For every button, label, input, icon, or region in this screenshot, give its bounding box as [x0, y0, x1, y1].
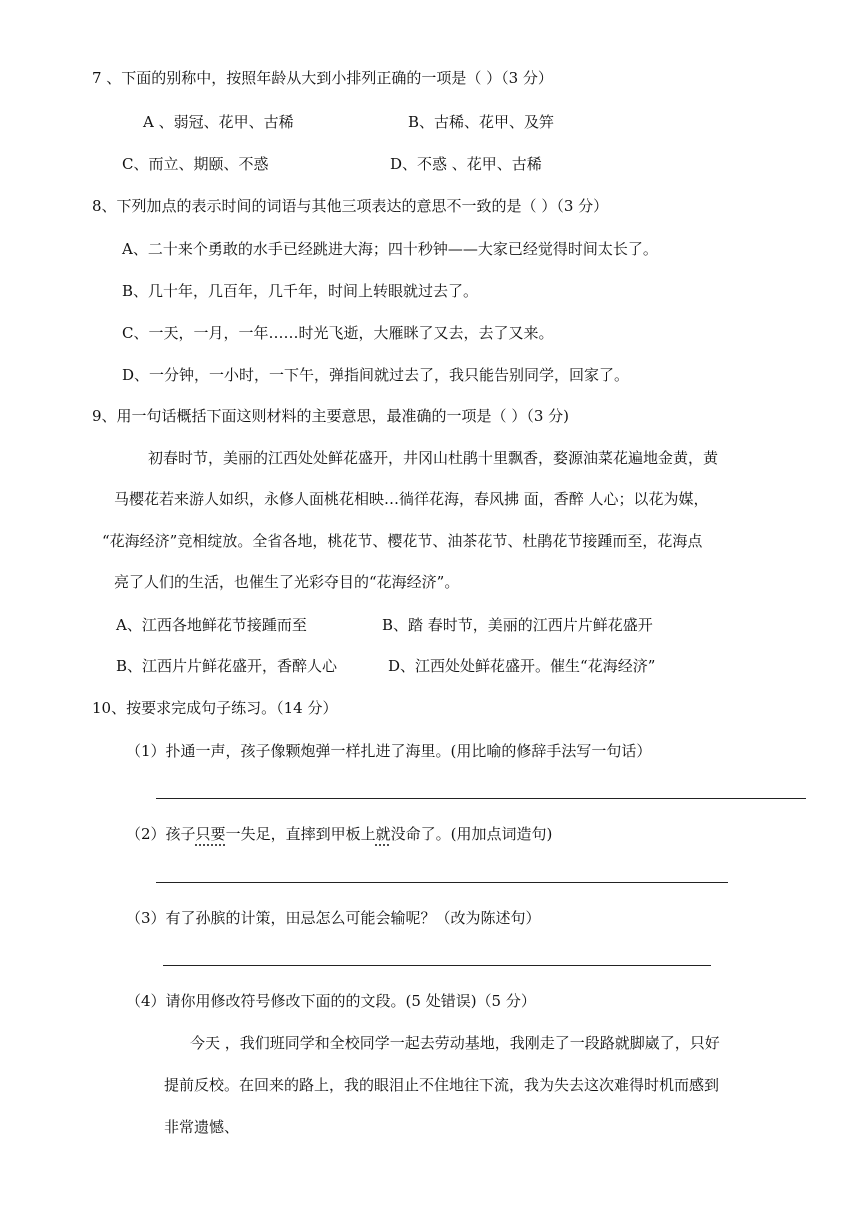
q9-stem: 9、用一句话概括下面这则材料的主要意思，最准确的一项是（ ）（3 分) [92, 407, 569, 425]
q10-sub2-part-c: 一失足，直摔到甲板上 [225, 825, 376, 843]
q8-option-d: D、一分钟，一小时，一下午，弹指间就过去了，我只能告别同学，回家了。 [122, 366, 630, 384]
q9-option-b2: B、江西片片鲜花盛开，香醉人心 [116, 657, 338, 675]
q9-option-d: D、江西处处鲜花盛开。催生“花海经济” [388, 657, 656, 675]
q7-option-c: C、而立、期颐、不惑 [122, 155, 269, 173]
q8-option-b: B、几十年，几百年，几千年，时间上转眼就过去了。 [122, 282, 479, 300]
q10-sub2-part-e: 没命了。(用加点词造句) [390, 825, 553, 843]
q8-option-c: C、一天，一月，一年……时光飞逝，大雁眯了又去，去了又来。 [122, 324, 554, 342]
answer-line-3[interactable] [163, 965, 711, 966]
q9-option-b: B、踏 春时节，美丽的江西片片鲜花盛开 [382, 616, 653, 634]
dotted-word-zhiyao: 只要 [195, 825, 226, 843]
q8-stem: 8、下列加点的表示时间的词语与其他三项表达的意思不一致的是（ ）（3 分） [92, 197, 609, 215]
q7-option-b: B、古稀、花甲、及笄 [408, 113, 555, 131]
q9-passage-line-4: 亮了人们的生活，也催生了光彩夺目的“花海经济”。 [114, 573, 460, 591]
q10-text-line-3: 非常遗憾、 [164, 1118, 240, 1136]
dotted-word-jiu: 就 [375, 825, 391, 843]
q10-text-line-2: 提前反校。在回来的路上，我的眼泪止不住地往下流，我为失去这次难得时机而感到 [164, 1076, 720, 1094]
q10-sub3: （3）有了孙膑的计策，田忌怎么可能会输呢？（改为陈述句） [126, 909, 541, 927]
q8-option-a: A、二十来个勇敢的水手已经跳进大海；四十秒钟——大家已经觉得时间太长了。 [122, 240, 658, 258]
q7-option-a: A 、弱冠、花甲、古稀 [143, 113, 294, 131]
answer-line-1[interactable] [156, 798, 806, 799]
q10-sub4: （4）请你用修改符号修改下面的的文段。(5 处错误)（5 分） [126, 992, 536, 1010]
q10-sub2 [126, 823, 552, 845]
q10-sub2-part-a: （2）孩子 [126, 825, 196, 843]
q10-text-line-1: 今天 ，我们班同学和全校同学一起去劳动基地，我刚走了一段路就脚崴了，只好 [190, 1034, 720, 1052]
q10-sub1: （1）扑通一声，孩子像颗炮弹一样扎进了海里。(用比喻的修辞手法写一句话） [126, 742, 652, 760]
q9-option-a: A、江西各地鲜花节接踵而至 [116, 616, 307, 634]
q9-passage-line-3: “花海经济”竞相绽放。全省各地，桃花节、樱花节、油茶花节、杜鹃花节接踵而至，花海点 [102, 532, 703, 550]
q7-option-d: D、不惑 、花甲、古稀 [390, 155, 542, 173]
answer-line-2[interactable] [156, 882, 728, 883]
q9-passage-line-1: 初春时节，美丽的江西处处鲜花盛开，井冈山杜鹃十里飘香，婺源油菜花遍地金黄，黄 [148, 449, 719, 467]
q9-passage-line-2: 马樱花若来游人如织，永修人面桃花相映…徜徉花海，春风拂 面，香醉 人心；以花为媒， [114, 490, 709, 508]
q10-stem: 10、按要求完成句子练习。（14 分） [92, 699, 338, 717]
q7-stem: 7 、下面的别称中，按照年龄从大到小排列正确的一项是（ ）（3 分） [92, 69, 553, 87]
